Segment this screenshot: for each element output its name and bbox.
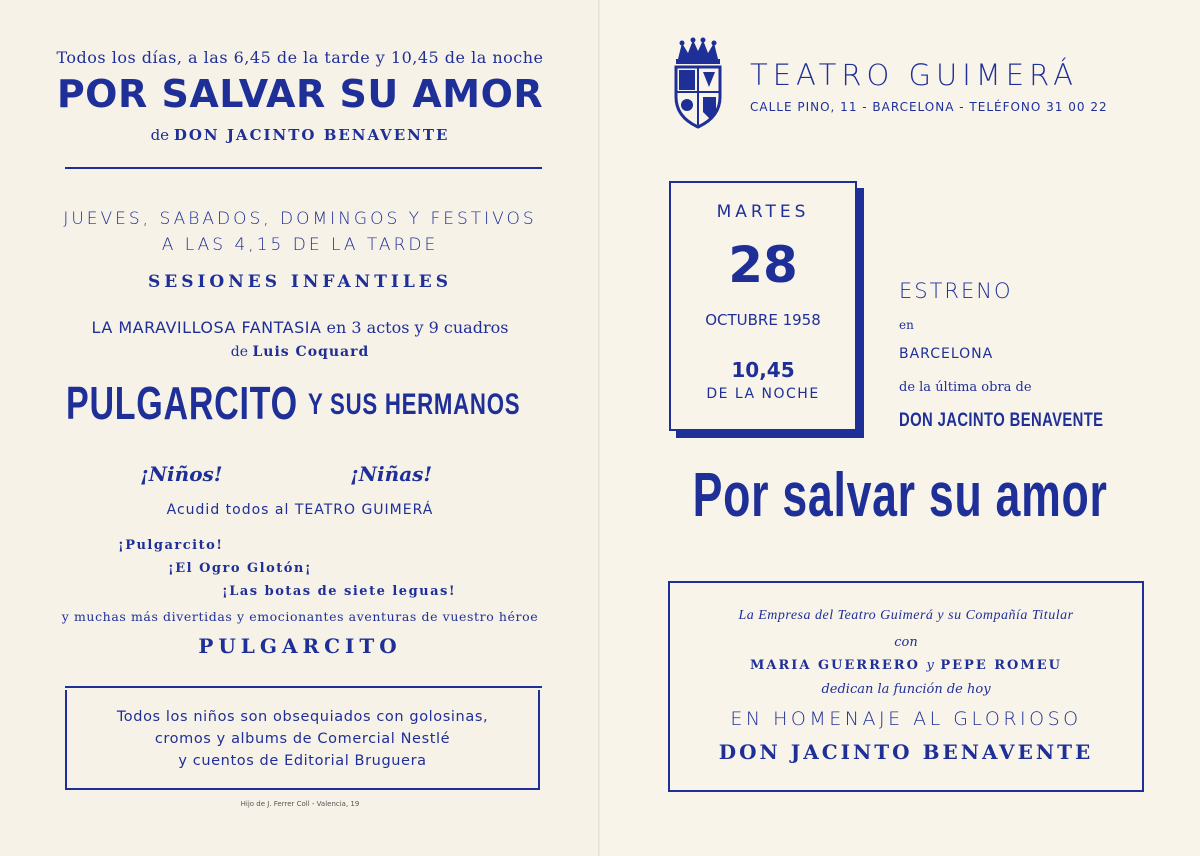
coquard-name: Luis Coquard [252, 344, 370, 360]
gifts-line-1: Todos los niños son obsequiados con golosinas, [116, 709, 489, 725]
company-line: La Empresa del Teatro Guimerá y su Compañía Titular [738, 608, 1074, 623]
month-year: OCTUBRE 1958 [705, 311, 821, 329]
author-right: DON JACINTO BENAVENTE [899, 410, 1104, 431]
gifts-line-3: y cuentos de Editorial Bruguera [178, 753, 427, 769]
pulgarcito-main: PULGARCITO [66, 377, 298, 429]
play-title-right-text: Por salvar su amor [692, 461, 1108, 530]
list-item: ¡Pulgarcito! [118, 538, 224, 553]
list-item: ¡El Ogro Glotón¡ [168, 561, 313, 576]
fantasia-rest: en 3 actos y 9 cuadros [326, 318, 509, 337]
actors-and: y [926, 658, 934, 673]
latest-work-label: de la última obra de [899, 380, 1032, 395]
ninos-callout: ¡Niños! [140, 462, 223, 486]
coquard-line [0, 344, 600, 360]
theatre-crest-icon [670, 37, 726, 129]
acudid-line: Acudid todos al TEATRO GUIMERÁ [166, 502, 434, 518]
divider-top [65, 167, 542, 169]
homage-line: EN HOMENAJE AL GLORIOSO [730, 708, 1082, 730]
play-title-left: POR SALVAR SU AMOR [56, 72, 544, 116]
show-hour: 10,45 [731, 358, 795, 382]
ninas-callout: ¡Niñas! [350, 462, 433, 486]
days-block [0, 206, 600, 258]
en-label: en [899, 318, 914, 332]
sessions-heading: SESIONES INFANTILES [147, 272, 453, 292]
pulgarcito-subtitle [308, 388, 595, 422]
days-line-2: A LAS 4,15 DE LA TARDE [161, 235, 439, 255]
city-label: BARCELONA [899, 346, 994, 362]
by-prefix: de [150, 126, 170, 144]
adventures-line: y muchas más divertidas y emocionantes aventuras de vuestro héroe [61, 609, 539, 624]
time-of-day: DE LA NOCHE [706, 386, 820, 402]
day-number: 28 [728, 236, 798, 294]
days-line-1: JUEVES, SABADOS, DOMINGOS Y FESTIVOS [63, 209, 537, 229]
schedule-line: Todos los días, a las 6,45 de la tarde y 10,45 de la noche [56, 48, 544, 67]
theatre-address: CALLE PINO, 11 - BARCELONA - TELÉFONO 31 00 22 [750, 100, 1108, 114]
divider-bottom [65, 686, 542, 688]
author-line-left [0, 126, 600, 144]
actor-2: PEPE ROMEU [940, 658, 1063, 673]
fantasia-main: LA MARAVILLOSA FANTASIA [91, 318, 322, 337]
theatre-name: TEATRO GUIMERÁ [750, 58, 1078, 92]
weekday: MARTES [716, 202, 810, 222]
premiere-label: ESTRENO [899, 279, 1013, 303]
pulgarcito-rest: Y SUS HERMANOS [308, 388, 521, 421]
dedicatee-name: DON JACINTO BENAVENTE [718, 740, 1094, 764]
author-left: DON JACINTO BENAVENTE [173, 126, 450, 144]
gifts-line-2: cromos y albums de Comercial Nestlé [154, 731, 451, 747]
con-line: con [894, 635, 918, 650]
gifts-text [65, 706, 540, 772]
printer-credit: Hijo de J. Ferrer Coll - Valencia, 19 [240, 800, 360, 808]
list-item: ¡Las botas de siete leguas! [222, 584, 457, 599]
play-title-right [600, 460, 1200, 531]
dedication-line: dedican la función de hoy [821, 682, 991, 697]
actor-1: MARIA GUERRERO [749, 658, 920, 673]
actors-line [668, 658, 1144, 673]
fantasia-line [0, 318, 600, 337]
coquard-prefix: de [230, 344, 248, 360]
hero-name: PULGARCITO [198, 634, 402, 658]
